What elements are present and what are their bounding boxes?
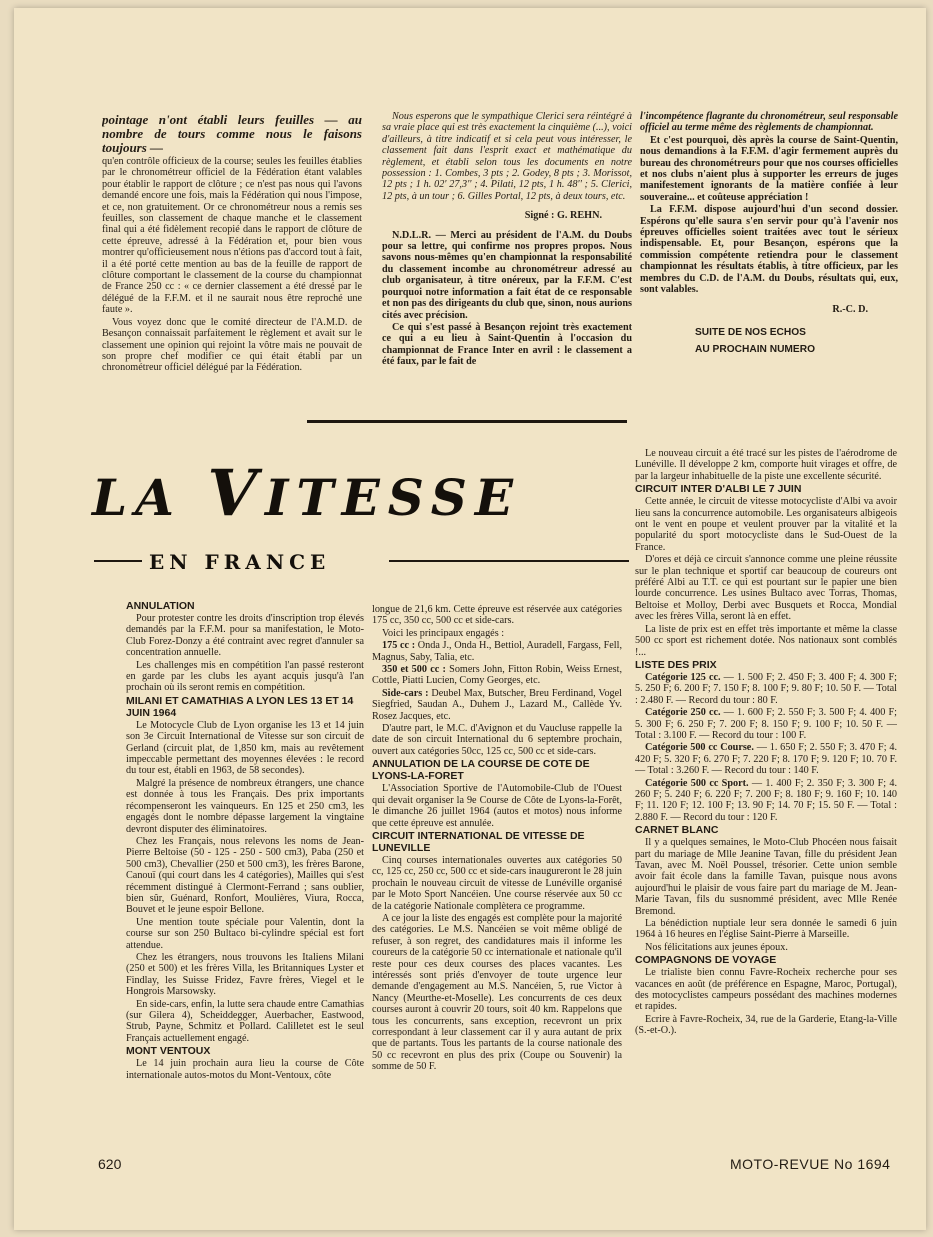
carnet-para-3: Nos félicitations aux jeunes époux.: [645, 941, 788, 953]
prix-heading: LISTE DES PRIX: [635, 658, 717, 671]
engages-350: [372, 664, 622, 687]
albi-para-1: Cette année, le circuit de vitesse motocycliste d'Albi va avoir lieu sans la concurrence automobile. Les organisateurs albigeois ont le vent en poupe et veulent prouver par la vitalité et la popularité du sport motocycliste dans le Sud-Ouest de la France.: [635, 496, 897, 553]
top-col2-lead: Nous esperons que le sympathique Clerici sera réintégré à sa vraie place qui est très exactement la cinquième (...), voici d'ailleurs, à titre indicatif et si cela peut vous intéresser, le classement fait dans l'esprit exact et mathématique du règlement, et établi selon tous les documents en notre possession : 1. Combes, 3 pts ; 2. Godey, 8 pts ; 3. Morissot, 12 pts ; 1 h. 02' 27,3'' ; 4. Pilati, 12 pts, 1 h. 48'' ; 5. Clerici, 12 pts, à un tour ; 6. Gilles Portal, 12 pts, à deux tours, etc.: [382, 111, 632, 202]
engages-350-text: Somers John, Fitton Robin, Weiss Ernest, Cottle, Piatti Lucien, Comy Georges, etc.: [372, 664, 622, 687]
prix-500-sport: [635, 778, 897, 824]
article-title: [92, 456, 521, 531]
top-col1-para-1: qu'en contrôle officieux de la course; seules les feuilles établies par le chronométreur officiel de la Fédération étant valables pour établir le rapport de clôture ; ce n'est pas nous qui l'avons demandé encore une fois, mais la Fédération qui nous l'impose, et ce, non gratuitement. Or ce chronométreur nous a remis ses feuilles, son classement de chaque manche et le classement final qui a été fidèlement recopié dans le rapport de clôture de cette épreuve, adressé à la Fédération et, pour bien vous montrer qu'officieusement nous n'étions pas d'accord tout à fait, il a été porté cette mention au bas de la feuille de rapport de clôture comportant le classement de la course du championnat de France 250 cc : « ce dernier classement a été dressé par le délégué de la F.F.M. et il ne saurait nous être reproché une faute ».: [102, 156, 362, 316]
prix-250: [635, 707, 897, 741]
carnet-para-1: Il y a quelques semaines, le Moto-Club Phocéen nous faisait part du mariage de Mlle Jeanine Tavan, fille du président Jean Tavan, avec M. Noël Poussel, trésorier. Cette union semble avoir fait école dans la famille Tavan, puisque nous avons aujourd'hui le plaisir de vous faire part du mariage de M. Jean-Marie Tavan, fils du susnommé président, avec Mlle Renée Bremond.: [635, 837, 897, 917]
prix-125: [635, 672, 897, 706]
top-column-1: [102, 113, 362, 438]
lyons-para-1: L'Association Sportive de l'Automobile-Club de l'Ouest qui devait organiser la 9e Course de Côte de Lyons-la-Forêt, le dimanche 26 juillet 1964 (autos et motos) nous informe que cette épreuve est annulée.: [372, 783, 622, 829]
engages-sidecars-cat: Side-cars :: [382, 687, 429, 699]
milani-para-5: Chez les étrangers, nous trouvons les Italiens Milani (250 et 500) et les frères Villa, les Britanniques Lyster et Findlay, les Suisse Fridez, Favre frères, Viegel et le Hongrois Marsowsky.: [126, 951, 364, 998]
compagnons-para-1: Le trialiste bien connu Favre-Rocheix recherche pour ses vacances en août (de préférence en Espagne, Maroc, Portugal), des motocyclistes campeurs possédant des machines modernes et rapides.: [635, 967, 897, 1013]
title-word-la: LA: [92, 468, 208, 527]
top-col3-lead: l'incompétence flagrante du chronométreur, seul responsable officiel au terme même des règlements de championnat.: [640, 111, 898, 134]
compagnons-heading: COMPAGNONS DE VOYAGE: [635, 954, 777, 967]
prix-125-text: — 1. 500 F; 2. 450 F; 3. 400 F; 4. 300 F; 5. 250 F; 6. 200 F; 7. 150 F; 8. 100 F; 9. 80 F; 10. 50 F. — Total : 2.480 F. — Record du tour : 80 F.: [635, 671, 897, 706]
prix-250-cat: Catégorie 250 cc.: [645, 707, 721, 719]
annulation-para-1: Pour protester contre les droits d'inscription trop élevés demandés par la F.F.M. pour sa manifestation, le Moto-Club Forez-Donzy a été contraint avec regret d'annuler sa concentration annuelle.: [126, 613, 364, 659]
article-subtitle: EN FRANCE: [149, 550, 331, 574]
title-rule-right: [389, 560, 629, 562]
compagnons-para-2: Ecrire à Favre-Rocheix, 34, rue de la Garderie, Etang-la-Ville (S.-et-O.).: [635, 1013, 897, 1037]
carnet-para-2: La bénédiction nuptiale leur sera donnée le samedi 6 juin 1964 à 16 heures en l'église Saint-Pierre à Marseille.: [635, 918, 897, 941]
albi-heading: CIRCUIT INTER D'ALBI LE 7 JUIN: [635, 483, 802, 496]
top-col2-signature: Signé : G. REHN.: [524, 210, 602, 222]
engages-350-cat: 350 et 500 cc :: [382, 664, 446, 676]
magazine-issue: MOTO-REVUE No 1694: [730, 1156, 891, 1172]
annulation-heading: ANNULATION: [126, 600, 195, 612]
albi-para-2: D'ores et déjà ce circuit s'annonce comme une pleine réussite sur le plan technique et sportif car beaucoup de coureurs ont préféré Albi au T.T. ce qui est pourtant sur le papier une bien lourde concurrence. Les usines Bultaco avec Torras, Thomas, Beltoise et Molloy, Derbi avec Busquets et Rocca, Mondial avec les frères Villa, seront là en effet.: [635, 554, 897, 623]
ventoux-para-1: Le 14 juin prochain aura lieu la course de Côte internationale autos-motos du Mont-Ventoux, côte: [126, 1058, 364, 1081]
lyons-heading: ANNULATION DE LA COURSE DE COTE DE LYONS-LA-FORET: [372, 758, 590, 783]
engages-sidecars: [372, 688, 622, 722]
magazine-page: [14, 8, 926, 1230]
milani-para-1: Le Motocycle Club de Lyon organise les 13 et 14 juin son 3e Circuit International de Vitesse sur son circuit de Gerland (circuit plat, de 1,850 km, mais au revêtement impeccable permettant des moyennes élevées : le record du tour est, établi en 1963, de 58 secondes).: [126, 719, 364, 777]
prix-500-sport-cat: Catégorie 500 cc Sport.: [645, 777, 749, 789]
luneville-para-1: Cinq courses internationales ouvertes aux catégories 50 cc, 125 cc, 250 cc, 500 cc et side-cars inaugureront le 28 juin prochain le nouveau circuit de vitesse de Lunéville organisé par le Moto Sport Nancéien. Une course réservée aux 50 cc de la catégorie Nationale complètera ce programme.: [372, 854, 622, 912]
milani-para-4: Une mention toute spéciale pour Valentin, dont la course sur son 250 Bultaco bi-cylindre spécial est fort attendue.: [126, 916, 364, 951]
prix-500-course-cat: Catégorie 500 cc Course.: [645, 742, 754, 754]
top-col2-ndlr: N.D.L.R. — Merci au président de l'A.M. du Doubs pour sa lettre, qui confirme nos propres propos. Nous savons nous-mêmes qu'en championnat la responsabilité du classement incombe au chronométreur adressé au club organisateur, à titre onéreux, par la F.F.M. C'est pourquoi notre information a fait état de ce responsable et non pas des dirigeants du club que, sinon, nous aurions cités avec précision.: [382, 229, 632, 321]
top-col3-para-2: La F.F.M. dispose aujourd'hui d'un second dossier. Espérons qu'elle saura s'en servir pour qu'à l'avenir nos épreuves officielles soient traitées avec tout le sérieux indispensable. Et, pour Besançon, espérons que la commission compétente retiendra pour le classement championnat les résultats établis, à titre officieux, par les membres du C.D. de l'A.M. du Doubs, résultats qui, eux, sont valables.: [640, 204, 898, 296]
luneville-para-2: A ce jour la liste des engagés est complète pour la majorité des catégories. Le M.S. Nancéien se voit même obligé de refuser, à son regret, des candidatures mais il informe les coureurs de la catégorie 50 cc internationale et nationale qu'il reste pour ces deux courses des places vacantes. Les intéressés sont priés d'envoyer de toute urgence leur demande d'engagement au M.S. Nancéien, 5, rue Victor à Nancy (Meurthe-et-Moselle). Les concurrents de ces deux courses auront à couvrir 20 tours, soit 40 km. Rappelons que tous les concurrents, sans exception, recevront un prix correspondant à leur classement car il y aura autant de prix que de partants. Tous les partants de la course nationale des 50 cc recevront en plus des prix (Coupe ou Souvenir) la somme de 50 F.: [372, 912, 622, 1073]
ventoux-cont-1: longue de 21,6 km. Cette épreuve est réservée aux catégories 175 cc, 350 cc, 500 cc et side-cars.: [372, 604, 622, 627]
albi-para-3: La liste de prix est en effet très importante et même la classe 500 cc sport est richement dotée. Nos nationaux sont comblés !...: [635, 623, 897, 658]
suite-echos-line-1: SUITE DE NOS ECHOS: [695, 326, 806, 338]
top-col3-signature: R.-C. D.: [832, 303, 868, 315]
milani-heading: MILANI ET CAMATHIAS A LYON LES 13 ET 14 JUIN 1964: [126, 694, 354, 719]
prix-500-course-text: — 1. 650 F; 2. 550 F; 3. 470 F; 4. 420 F; 5. 320 F; 6. 270 F; 7. 220 F; 8. 170 F; 9. 120 F; 10. 70 F. — Total : 3.260 F. — Record du tour : 140 F.: [635, 742, 897, 777]
top-col1-lead: pointage n'ont établi leurs feuilles — au nombre de tours comme nous le faisons toujours —: [102, 113, 362, 155]
title-initial-v: V: [207, 456, 266, 531]
suite-echos-line-2: AU PROCHAIN NUMERO: [695, 344, 815, 356]
ventoux-cont-2: Voici les principaux engagés :: [382, 627, 505, 639]
milani-para-3: Chez les Français, nous relevons les noms de Jean-Pierre Beltoise (50 - 125 - 250 - 500 cm3), Paba (250 et 500 cm3), Chevallier (250 et 500 cm3), les frères Barone, Canouï (qui court dans les 4 catégories), Mailles qui s'est récemment distingué à Clermont-Ferrand ; sans oublier, bien sûr, Guénard, Ronfort, Moulières, Viura, Rocca, Bouvet et le jeune espoir Bellone.: [126, 835, 364, 916]
top-col2-ndlr-2: Ce qui s'est passé à Besançon rejoint très exactement ce qui a eu lieu à Saint-Quentin à l'occasion du championnat de France Inter en avril : le classement a été faux, par le fait de: [382, 321, 632, 368]
engages-175: [372, 640, 622, 663]
prix-125-cat: Catégorie 125 cc.: [645, 671, 721, 683]
middle-column: [372, 604, 622, 1152]
luneville-intro: Le nouveau circuit a été tracé sur les pistes de l'aérodrome de Lunéville. Il développe 2 km, comporte huit virages et offre, de par la largeur inhabituelle de la piste une excellente sécurité.: [635, 448, 897, 482]
title-rule-left: [94, 560, 142, 562]
annulation-para-2: Les challenges mis en compétition l'an passé resteront en garde par les clubs les ayant acquis jusqu'à l'an prochain où ils seront remis en compétition.: [126, 659, 364, 694]
page-number: 620: [98, 1156, 122, 1172]
top-column-3: [640, 111, 898, 431]
carnet-heading: CARNET BLANC: [635, 824, 719, 837]
title-word-rest: ITESSE: [265, 468, 521, 527]
milani-para-6: En side-cars, enfin, la lutte sera chaude entre Camathias (sur Gilera 4), Scheiddegger, Auerbacher, Eastwood, Strub, Payne, Schmitz et Pollard. Calilletet est le seul Français actuellement engagé.: [126, 998, 364, 1044]
prix-250-text: — 1. 600 F; 2. 550 F; 3. 500 F; 4. 400 F; 5. 300 F; 6. 250 F; 7. 200 F; 8. 150 F; 9. 100 F; 10. 50 F. — Total : 3.100 F. — Record du tour : 100 F.: [635, 707, 897, 741]
top-col3-para-1: Et c'est pourquoi, dès après la course de Saint-Quentin, nous demandions à la F.F.M. d'agir fermement auprès du bureau des chronométreurs pour que nos courses officielles et nos clubs n'aient plus à supporter les erreurs de juges manifestement ignorants de la matière confiée à leur souveraine... et coûteuse appréciation !: [640, 134, 898, 203]
engages-175-text: Onda J., Onda H., Bettiol, Auradell, Fargass, Fell, Magnus, Saby, Talia, etc.: [372, 640, 622, 663]
ventoux-heading: MONT VENTOUX: [126, 1045, 211, 1058]
milani-para-2: Malgré la présence de nombreux étrangers, une chance est donnée à tous les Français. Des prix importants récompenseront les vainqueurs. En 125 et 250 cm3, les engagés dont le nombre dépasse largement la vingtaine devront disputer des éliminatoires.: [126, 777, 364, 835]
engages-sidecars-text: Deubel Max, Butscher, Breu Ferdinand, Vogel Siegfried, Saudan A., Duhem J., Lazard M., Callède Yv. Rosez Jacques, etc.: [372, 687, 622, 722]
engages-175-cat: 175 cc :: [382, 640, 416, 652]
avignon-para: D'autre part, le M.C. d'Avignon et du Vaucluse rappelle la date de son circuit International du 6 septembre prochain, ouvert aux catégories 50cc, 125 cc, 500 cc et side-cars.: [372, 723, 622, 757]
section-divider: [307, 420, 627, 423]
right-column: [635, 448, 897, 1153]
prix-500-sport-text: — 1. 400 F; 2. 350 F; 3. 300 F; 4. 260 F; 5. 240 F; 6. 220 F; 7. 200 F; 8. 180 F; 9. 160 F; 10. 140 F; 11. 120 F; 12. 100 F; 13. 90 F; 14. 70 F; 15. 50 F. — Total : 2.880 F. — Record du tour : 120 F.: [635, 777, 897, 823]
luneville-heading: CIRCUIT INTERNATIONAL DE VITESSE DE LUNEVILLE: [372, 829, 585, 854]
prix-500-course: [635, 742, 897, 776]
left-column: [126, 600, 364, 1150]
top-column-2: [382, 111, 632, 436]
top-col1-para-2: Vous voyez donc que le comité directeur de l'A.M.D. de Besançon connaissait parfaitement le règlement et avait sur le classement une opinion qui rejoint la vôtre mais ne pouvait de son propre chef modifier ce qui était établi par un chronométreur officiel délégué par la Fédération.: [102, 316, 362, 374]
